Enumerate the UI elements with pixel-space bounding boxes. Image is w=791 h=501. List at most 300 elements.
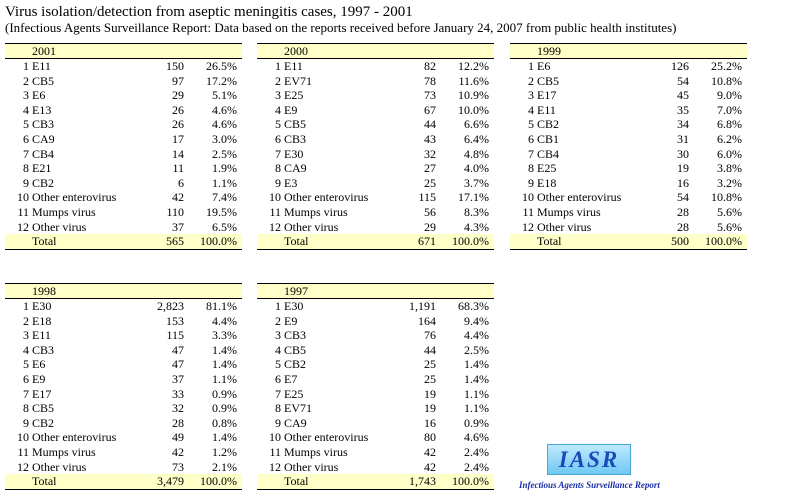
count-cell: 34 [677,117,689,132]
virus-cell: E9 [284,102,298,117]
table-row [5,190,242,205]
count-cell: 54 [677,73,689,88]
virus-cell: E6 [537,59,551,73]
rank-cell: 8 [23,161,29,176]
count-cell: 30 [677,146,689,161]
percent-cell: 4.4% [464,328,489,343]
virus-cell: E30 [32,299,52,313]
total-row [5,474,242,490]
table-row [257,59,494,74]
count-cell: 35 [677,102,689,117]
rank-cell: 5 [275,357,281,372]
rank-cell: 10 [269,430,281,445]
count-cell: 28 [677,204,689,219]
count-cell: 54 [677,190,689,205]
percent-cell: 1.4% [212,430,237,445]
rank-cell: 9 [275,415,281,430]
table-row [257,190,494,205]
percent-cell: 81.1% [206,299,237,313]
rank-cell: 8 [23,401,29,416]
rank-cell: 6 [528,131,534,146]
virus-cell: Other virus [32,459,87,474]
count-cell: 31 [677,131,689,146]
rank-cell: 6 [23,371,29,386]
count-cell: 45 [677,88,689,103]
virus-cell: Other virus [284,219,339,234]
virus-cell: CA9 [284,161,307,176]
rank-cell: 5 [23,117,29,132]
count-cell: 25 [424,371,436,386]
count-cell: 115 [418,190,436,205]
virus-cell: CB5 [284,117,307,132]
table-row [510,132,747,147]
table-row [5,161,242,176]
count-cell: 27 [424,161,436,176]
table-year-header: 1998 [5,283,242,299]
logo-text: IASR [558,447,620,472]
total-label: Total [537,234,562,249]
table-rows [5,59,242,234]
virus-cell: CB3 [284,131,307,146]
rank-cell: 2 [275,313,281,328]
count-cell: 19 [424,386,436,401]
count-cell: 110 [166,204,184,219]
count-cell: 26 [172,117,184,132]
rank-cell: 9 [23,415,29,430]
rank-cell: 9 [23,175,29,190]
table-row [5,314,242,329]
virus-cell: CB3 [32,342,55,357]
virus-cell: E7 [284,371,298,386]
count-cell: 28 [172,415,184,430]
rank-cell: 2 [528,73,534,88]
table-row [510,59,747,74]
count-cell: 82 [424,59,436,73]
table-row [257,357,494,372]
table-row [510,147,747,162]
count-cell: 67 [424,102,436,117]
total-count: 671 [418,234,436,249]
count-cell: 56 [424,204,436,219]
percent-cell: 0.9% [212,401,237,416]
rank-cell: 7 [23,386,29,401]
total-row [5,234,242,250]
rank-cell: 10 [269,190,281,205]
count-cell: 16 [424,415,436,430]
rank-cell: 12 [17,219,29,234]
virus-cell: E21 [32,161,52,176]
table-row [5,103,242,118]
iasr-logo [547,444,631,475]
count-cell: 42 [172,190,184,205]
percent-cell: 25.2% [711,59,742,73]
page-title: Virus isolation/detection from aseptic meningitis cases, 1997 - 2001 [5,4,413,20]
virus-cell: E11 [32,59,51,73]
percent-cell: 1.1% [464,401,489,416]
rank-cell: 3 [23,328,29,343]
total-row [257,474,494,490]
count-cell: 6 [178,175,184,190]
table-rows [5,299,242,474]
count-cell: 44 [424,117,436,132]
count-cell: 42 [424,444,436,459]
virus-cell: E3 [284,175,298,190]
virus-cell: CB1 [537,131,560,146]
percent-cell: 4.6% [212,102,237,117]
percent-cell: 2.5% [212,146,237,161]
percent-cell: 3.7% [464,175,489,190]
rank-cell: 2 [275,73,281,88]
rank-cell: 8 [275,161,281,176]
total-percent: 100.0% [200,234,237,249]
percent-cell: 2.5% [464,342,489,357]
total-percent: 100.0% [705,234,742,249]
percent-cell: 17.2% [206,73,237,88]
virus-cell: Other virus [32,219,87,234]
percent-cell: 4.6% [212,117,237,132]
table-row [257,147,494,162]
total-percent: 100.0% [200,474,237,489]
percent-cell: 1.1% [212,371,237,386]
rank-cell: 1 [23,59,29,73]
virus-cell: E25 [537,161,557,176]
table-rows [257,299,494,474]
rank-cell: 10 [522,190,534,205]
virus-cell: Other virus [537,219,592,234]
total-label: Total [32,474,57,489]
percent-cell: 3.3% [212,328,237,343]
table-row [257,132,494,147]
count-cell: 42 [172,444,184,459]
count-cell: 1,191 [409,299,436,313]
rank-cell: 12 [522,219,534,234]
table-row [5,445,242,460]
count-cell: 42 [424,459,436,474]
total-percent: 100.0% [452,234,489,249]
virus-cell: CB5 [32,401,55,416]
virus-cell: E18 [537,175,557,190]
percent-cell: 9.4% [464,313,489,328]
table-row [257,314,494,329]
percent-cell: 1.4% [212,342,237,357]
total-count: 1,743 [409,474,436,489]
virus-cell: Other enterovirus [537,190,622,205]
total-count: 3,479 [157,474,184,489]
total-label: Total [284,234,309,249]
virus-cell: E18 [32,313,52,328]
table-row [5,59,242,74]
rank-cell: 3 [275,328,281,343]
percent-cell: 1.1% [212,175,237,190]
rank-cell: 11 [269,204,281,219]
count-cell: 47 [172,342,184,357]
rank-cell: 4 [275,102,281,117]
percent-cell: 6.8% [717,117,742,132]
percent-cell: 2.4% [464,444,489,459]
percent-cell: 5.6% [717,204,742,219]
percent-cell: 1.4% [464,371,489,386]
count-cell: 153 [166,313,184,328]
virus-cell: CB5 [284,342,307,357]
total-label: Total [32,234,57,249]
count-cell: 28 [677,219,689,234]
count-cell: 150 [166,59,184,73]
total-percent: 100.0% [452,474,489,489]
rank-cell: 5 [275,117,281,132]
count-cell: 2,823 [157,299,184,313]
total-row [510,234,747,250]
table-row [257,460,494,475]
table-year-header: 2001 [5,43,242,59]
rank-cell: 4 [275,342,281,357]
count-cell: 164 [418,313,436,328]
total-label: Total [284,474,309,489]
virus-cell: CB2 [32,175,55,190]
percent-cell: 2.4% [464,459,489,474]
table-row [257,328,494,343]
table-row [257,161,494,176]
table-row [5,220,242,235]
virus-cell: Other enterovirus [32,430,117,445]
percent-cell: 0.9% [464,415,489,430]
table-row [510,74,747,89]
table-row [5,147,242,162]
page-subtitle: (Infectious Agents Surveillance Report: Data based on the reports received before January 24, 2007 from public health institutes) [5,20,677,35]
table-row [5,357,242,372]
percent-cell: 4.3% [464,219,489,234]
count-cell: 19 [677,161,689,176]
table-2000 [257,43,494,250]
rank-cell: 1 [528,59,534,73]
rank-cell: 9 [275,175,281,190]
percent-cell: 10.8% [711,73,742,88]
table-row [5,299,242,314]
table-row [257,416,494,431]
table-row [510,103,747,118]
rank-cell: 4 [528,102,534,117]
percent-cell: 3.0% [212,131,237,146]
percent-cell: 4.0% [464,161,489,176]
percent-cell: 5.6% [717,219,742,234]
rank-cell: 11 [269,444,281,459]
percent-cell: 3.8% [717,161,742,176]
count-cell: 78 [424,73,436,88]
rank-cell: 8 [528,161,534,176]
rank-cell: 3 [23,88,29,103]
rank-cell: 11 [17,444,29,459]
table-rows [257,59,494,234]
virus-cell: E17 [32,386,52,401]
percent-cell: 5.1% [212,88,237,103]
total-row [257,234,494,250]
virus-cell: CA9 [32,131,55,146]
count-cell: 19 [424,401,436,416]
percent-cell: 1.1% [464,386,489,401]
percent-cell: 6.6% [464,117,489,132]
table-row [257,445,494,460]
virus-cell: CB5 [537,73,560,88]
virus-cell: EV71 [284,401,312,416]
percent-cell: 0.8% [212,415,237,430]
percent-cell: 0.9% [212,386,237,401]
virus-cell: E17 [537,88,557,103]
rank-cell: 12 [17,459,29,474]
virus-cell: EV71 [284,73,312,88]
rank-cell: 11 [17,204,29,219]
logo-caption: Infectious Agents Surveillance Report [519,480,660,490]
count-cell: 37 [172,219,184,234]
percent-cell: 6.0% [717,146,742,161]
table-row [257,220,494,235]
virus-cell: E9 [32,371,46,386]
table-year-header: 1999 [510,43,747,59]
count-cell: 126 [671,59,689,73]
table-1997 [257,283,494,490]
count-cell: 29 [424,219,436,234]
virus-cell: E9 [284,313,298,328]
table-row [5,416,242,431]
table-row [510,88,747,103]
count-cell: 33 [172,386,184,401]
table-year-header: 1997 [257,283,494,299]
virus-cell: E6 [32,88,46,103]
count-cell: 32 [424,146,436,161]
count-cell: 47 [172,357,184,372]
rank-cell: 3 [275,88,281,103]
virus-cell: CB2 [537,117,560,132]
count-cell: 43 [424,131,436,146]
percent-cell: 12.2% [458,59,489,73]
rank-cell: 1 [23,299,29,313]
rank-cell: 12 [269,219,281,234]
virus-cell: E30 [284,299,304,313]
virus-cell: CB4 [537,146,560,161]
rank-cell: 12 [269,459,281,474]
virus-cell: Mumps virus [32,204,96,219]
count-cell: 26 [172,102,184,117]
percent-cell: 1.9% [212,161,237,176]
percent-cell: 1.4% [464,357,489,372]
virus-cell: Mumps virus [284,204,348,219]
rank-cell: 7 [275,146,281,161]
count-cell: 17 [172,131,184,146]
virus-cell: CB3 [32,117,55,132]
count-cell: 25 [424,357,436,372]
table-row [257,117,494,132]
percent-cell: 9.0% [717,88,742,103]
table-row [257,430,494,445]
percent-cell: 4.6% [464,430,489,445]
table-row [257,205,494,220]
rank-cell: 7 [275,386,281,401]
virus-cell: CB2 [284,357,307,372]
table-row [257,372,494,387]
percent-cell: 10.8% [711,190,742,205]
rank-cell: 7 [528,146,534,161]
rank-cell: 1 [275,59,281,73]
virus-cell: E25 [284,88,304,103]
table-row [5,343,242,358]
virus-cell: E25 [284,386,304,401]
rank-cell: 10 [17,190,29,205]
percent-cell: 1.2% [212,444,237,459]
virus-cell: Other enterovirus [32,190,117,205]
virus-cell: E13 [32,102,52,117]
count-cell: 11 [172,161,184,176]
table-row [5,401,242,416]
table-row [257,74,494,89]
rank-cell: 8 [275,401,281,416]
count-cell: 29 [172,88,184,103]
table-row [5,74,242,89]
table-row [510,190,747,205]
count-cell: 76 [424,328,436,343]
total-count: 500 [671,234,689,249]
table-row [5,117,242,132]
rank-cell: 7 [23,146,29,161]
virus-cell: CB4 [32,146,55,161]
rank-cell: 5 [528,117,534,132]
table-row [257,176,494,191]
percent-cell: 6.5% [212,219,237,234]
percent-cell: 26.5% [206,59,237,73]
virus-cell: Mumps virus [32,444,96,459]
percent-cell: 6.2% [717,131,742,146]
virus-cell: Other enterovirus [284,430,369,445]
percent-cell: 4.8% [464,146,489,161]
count-cell: 16 [677,175,689,190]
percent-cell: 6.4% [464,131,489,146]
percent-cell: 7.4% [212,190,237,205]
virus-cell: E11 [537,102,556,117]
table-year-header: 2000 [257,43,494,59]
count-cell: 49 [172,430,184,445]
count-cell: 37 [172,371,184,386]
table-row [5,132,242,147]
percent-cell: 10.0% [458,102,489,117]
table-row [510,220,747,235]
table-row [257,401,494,416]
table-row [5,460,242,475]
table-row [5,328,242,343]
table-1998 [5,283,242,490]
percent-cell: 1.4% [212,357,237,372]
percent-cell: 10.9% [458,88,489,103]
virus-cell: E11 [32,328,51,343]
percent-cell: 11.6% [458,73,489,88]
virus-cell: Other enterovirus [284,190,369,205]
percent-cell: 3.2% [717,175,742,190]
count-cell: 115 [166,328,184,343]
table-1999 [510,43,747,250]
table-row [5,430,242,445]
percent-cell: 4.4% [212,313,237,328]
virus-cell: CB3 [284,328,307,343]
rank-cell: 1 [275,299,281,313]
percent-cell: 17.1% [458,190,489,205]
percent-cell: 8.3% [464,204,489,219]
table-row [5,176,242,191]
virus-cell: E6 [32,357,46,372]
rank-cell: 11 [522,204,534,219]
virus-cell: Mumps virus [537,204,601,219]
virus-cell: CB5 [32,73,55,88]
count-cell: 25 [424,175,436,190]
rank-cell: 3 [528,88,534,103]
table-row [510,161,747,176]
virus-cell: E30 [284,146,304,161]
percent-cell: 68.3% [458,299,489,313]
